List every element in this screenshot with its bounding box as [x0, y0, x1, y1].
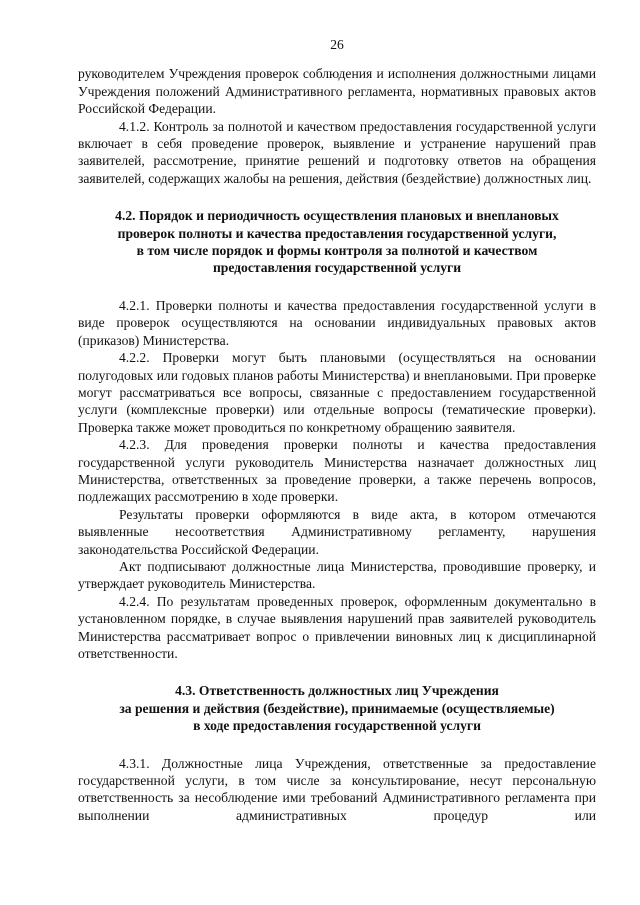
spacer: [78, 662, 596, 682]
page-number: 26: [330, 37, 344, 52]
paragraph-4-2-2: 4.2.2. Проверки могут быть плановыми (осуществляться на основании полугодовых или годовых планов работы Министерства) и внеплановыми. При проверке могут рассматриваться все вопросы, связанные с предоставлением государственной услуги (комплексные проверки) или отдельные вопросы (тематические проверки). Проверка также может проводиться по конкретному обращению заявителя.: [78, 350, 596, 435]
intro-paragraph: руководителем Учреждения проверок соблюдения и исполнения должностными лицами Учреждения положений Административного регламента, нормативных правовых актов Российской Федерации.: [78, 66, 596, 117]
heading-line: за решения и действия (бездействие), принимаемые (осуществляемые): [119, 700, 555, 716]
paragraph-4-1-2: 4.1.2. Контроль за полнотой и качеством предоставления государственной услуги включает в себя проведение проверок, выявление и устранение нарушений прав заявителей, рассмотрение, принятие решений и подготовку ответов на обращения заявителей, содержащих жалобы на решения, действия (бездействие) должностных лиц.: [78, 118, 596, 186]
paragraph-4-3-1: 4.3.1. Должностные лица Учреждения, ответственные за предоставление государственной услуги, в том числе за консультирование, несут персональную ответственность за несоблюдение ими требований Административного регламента при выполнении административных процедур или: [78, 755, 596, 823]
paragraph-4-2-4: 4.2.4. По результатам проведенных проверок, оформленным документально в установленном порядке, в случае выявления нарушений прав заявителей руководитель Министерства рассматривает вопрос о привлечении виновных лиц к дисциплинарной ответственности.: [78, 593, 596, 661]
heading-line: предоставления государственной услуги: [212, 260, 462, 276]
spacer: [78, 735, 596, 755]
heading-line: в ходе предоставления государственной услуги: [193, 718, 481, 734]
paragraph-4-2-3: 4.2.3. Для проведения проверки полноты и качества предоставления государственной услуги руководитель Министерства назначает должностных лиц Министерства, ответственных за проведение проверки, а также перечень вопросов, подлежащих рассмотрению в ходе проверки.: [78, 437, 596, 505]
heading-line: в том числе порядок и формы контроля за полнотой и качеством: [136, 243, 538, 259]
paragraph-act: Акт подписывают должностные лица Министерства, проводившие проверку, и утверждает руководитель Министерства.: [78, 558, 596, 592]
heading-line: проверок полноты и качества предоставления государственной услуги,: [117, 225, 557, 241]
paragraph-4-2-1: 4.2.1. Проверки полноты и качества предоставления государственной услуги в виде проверок осуществляются на основании индивидуальных правовых актов (приказов) Министерства.: [78, 297, 596, 348]
section-heading-4-2: [78, 207, 596, 277]
spacer: [78, 187, 596, 207]
section-heading-4-3: [78, 682, 596, 734]
spacer: [78, 277, 596, 297]
paragraph-results: Результаты проверки оформляются в виде акта, в котором отмечаются выявленные несоответствия Административному регламенту, нарушения законодательства Российской Федерации.: [78, 506, 596, 557]
heading-line: 4.3. Ответственность должностных лиц Учреждения: [175, 683, 499, 699]
heading-line: 4.2. Порядок и периодичность осуществления плановых и внеплановых: [115, 208, 559, 224]
